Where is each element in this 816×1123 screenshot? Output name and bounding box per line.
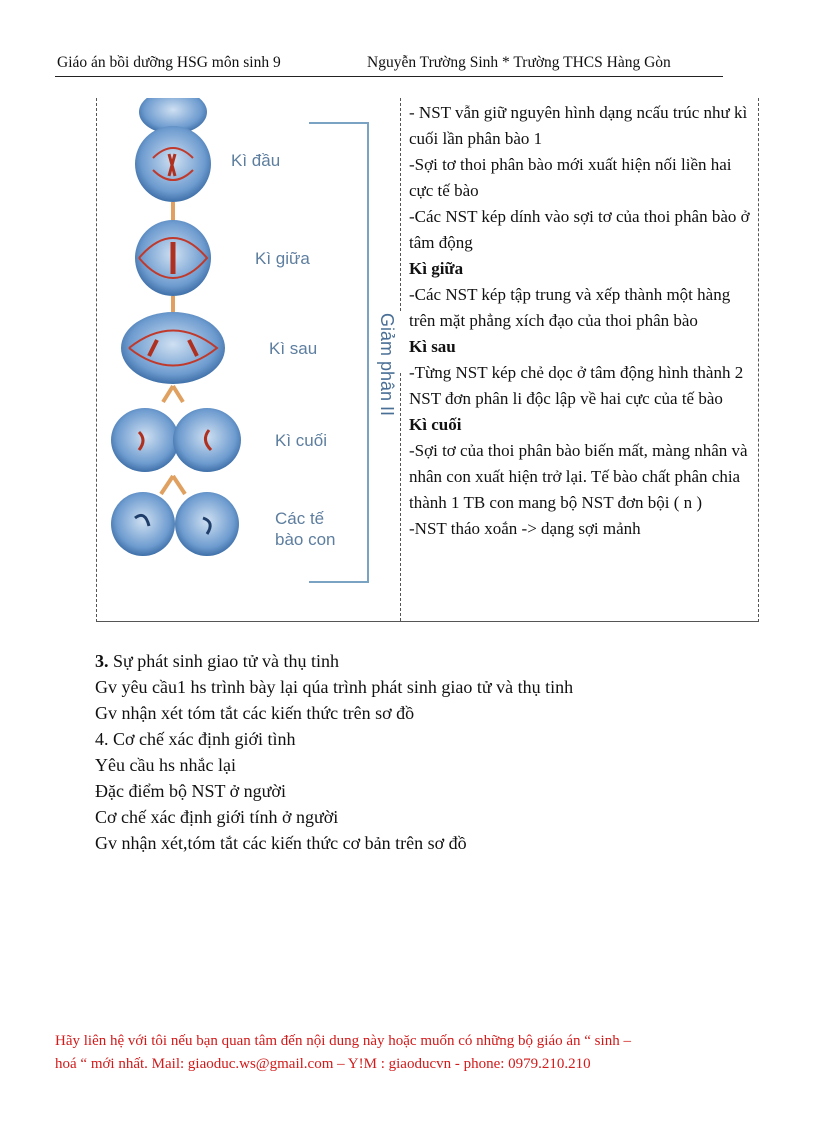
note-line: - NST vẫn giữ nguyên hình dạng ncấu trúc như kì cuối lần phân bào 1 — [409, 103, 748, 148]
section-4-title: 4. Cơ chế xác định giới tình — [95, 729, 296, 749]
footer-line-2: hoá “ mới nhất. Mail: giaoduc.ws@gmail.com – Y!M : giaoducvn - phone: 0979.210.210 — [55, 1056, 591, 1072]
stage-notes — [409, 100, 754, 542]
note-line: -Các NST kép dính vào sợi tơ của thoi phân bào ở tâm động — [409, 207, 750, 252]
section-3-line-2: Gv nhận xét tóm tắt các kiến thức trên sơ đồ — [95, 703, 415, 723]
lesson-table — [96, 98, 759, 622]
lesson-body — [95, 648, 735, 856]
header-author-school: Nguyễn Trường Sinh * Trường THCS Hàng Gòn — [367, 54, 671, 71]
note-heading-ki-giua: Kì giữa — [409, 259, 464, 278]
stage-label-ki-cuoi: Kì cuối — [275, 431, 327, 450]
daughter-cell-right — [175, 492, 239, 556]
stage-label-ki-dau: Kì đầu — [231, 151, 281, 170]
footer-line-1: Hãy liên hệ với tôi nếu bạn quan tâm đến nội dung này hoặc muốn có những bộ giáo án “ sinh – — [55, 1033, 631, 1049]
contact-footer — [55, 1030, 735, 1076]
section-4-line-1: Yêu cầu hs nhắc lại — [95, 755, 236, 775]
stage-label-cac-te: Các tế — [275, 509, 325, 528]
section-3-title — [95, 648, 735, 674]
daughter-cell-left — [111, 492, 175, 556]
giam-phan-ii-label: Giảm phân II — [372, 313, 402, 373]
page-header — [55, 52, 723, 77]
section-4-line-3: Cơ chế xác định giới tính ở người — [95, 807, 339, 827]
stage-label-bao-con: bào con — [275, 530, 336, 549]
note-heading-ki-cuoi: Kì cuối — [409, 415, 462, 434]
note-line: -Sợi tơ thoi phân bào mới xuất hiện nối liền hai cực tế bào — [409, 155, 732, 200]
stage-label-ki-sau: Kì sau — [269, 339, 318, 358]
note-line: -NST tháo xoắn -> dạng sợi mảnh — [409, 519, 641, 538]
note-heading-ki-sau: Kì sau — [409, 337, 456, 356]
section-3-number: 3. — [95, 651, 109, 671]
section-4-line-4: Gv nhận xét,tóm tắt các kiến thức cơ bản trên sơ đồ — [95, 833, 467, 853]
stage-label-ki-giua: Kì giữa — [255, 249, 310, 268]
note-line: -Từng NST kép chẻ dọc ở tâm động hình thành 2 NST đơn phân li độc lập về hai cực của tế bào — [409, 363, 744, 408]
section-3-line-1: Gv yêu cầu1 hs trình bày lại qúa trình phát sinh giao tử và thụ tinh — [95, 677, 574, 697]
cell-telophase-left — [111, 408, 179, 472]
cell-anaphase — [121, 312, 225, 384]
section-3-heading: Sự phát sinh giao tử và thụ tinh — [108, 651, 340, 671]
header-course-title: Giáo án bồi dưỡng HSG môn sinh 9 — [57, 54, 281, 71]
meiosis-ii-figure — [109, 98, 397, 578]
section-4-line-2: Đặc điểm bộ NST ở người — [95, 781, 286, 801]
note-line: -Sợi tơ của thoi phân bào biến mất, màng nhân và nhân con xuất hiện trở lại. Tế bào chất phân chia thành 1 TB con mang bộ NST đơn bội ( n ) — [409, 441, 748, 512]
note-line: -Các NST kép tập trung và xếp thành một hàng trên mặt phẳng xích đạo của thoi phân bào — [409, 285, 731, 330]
